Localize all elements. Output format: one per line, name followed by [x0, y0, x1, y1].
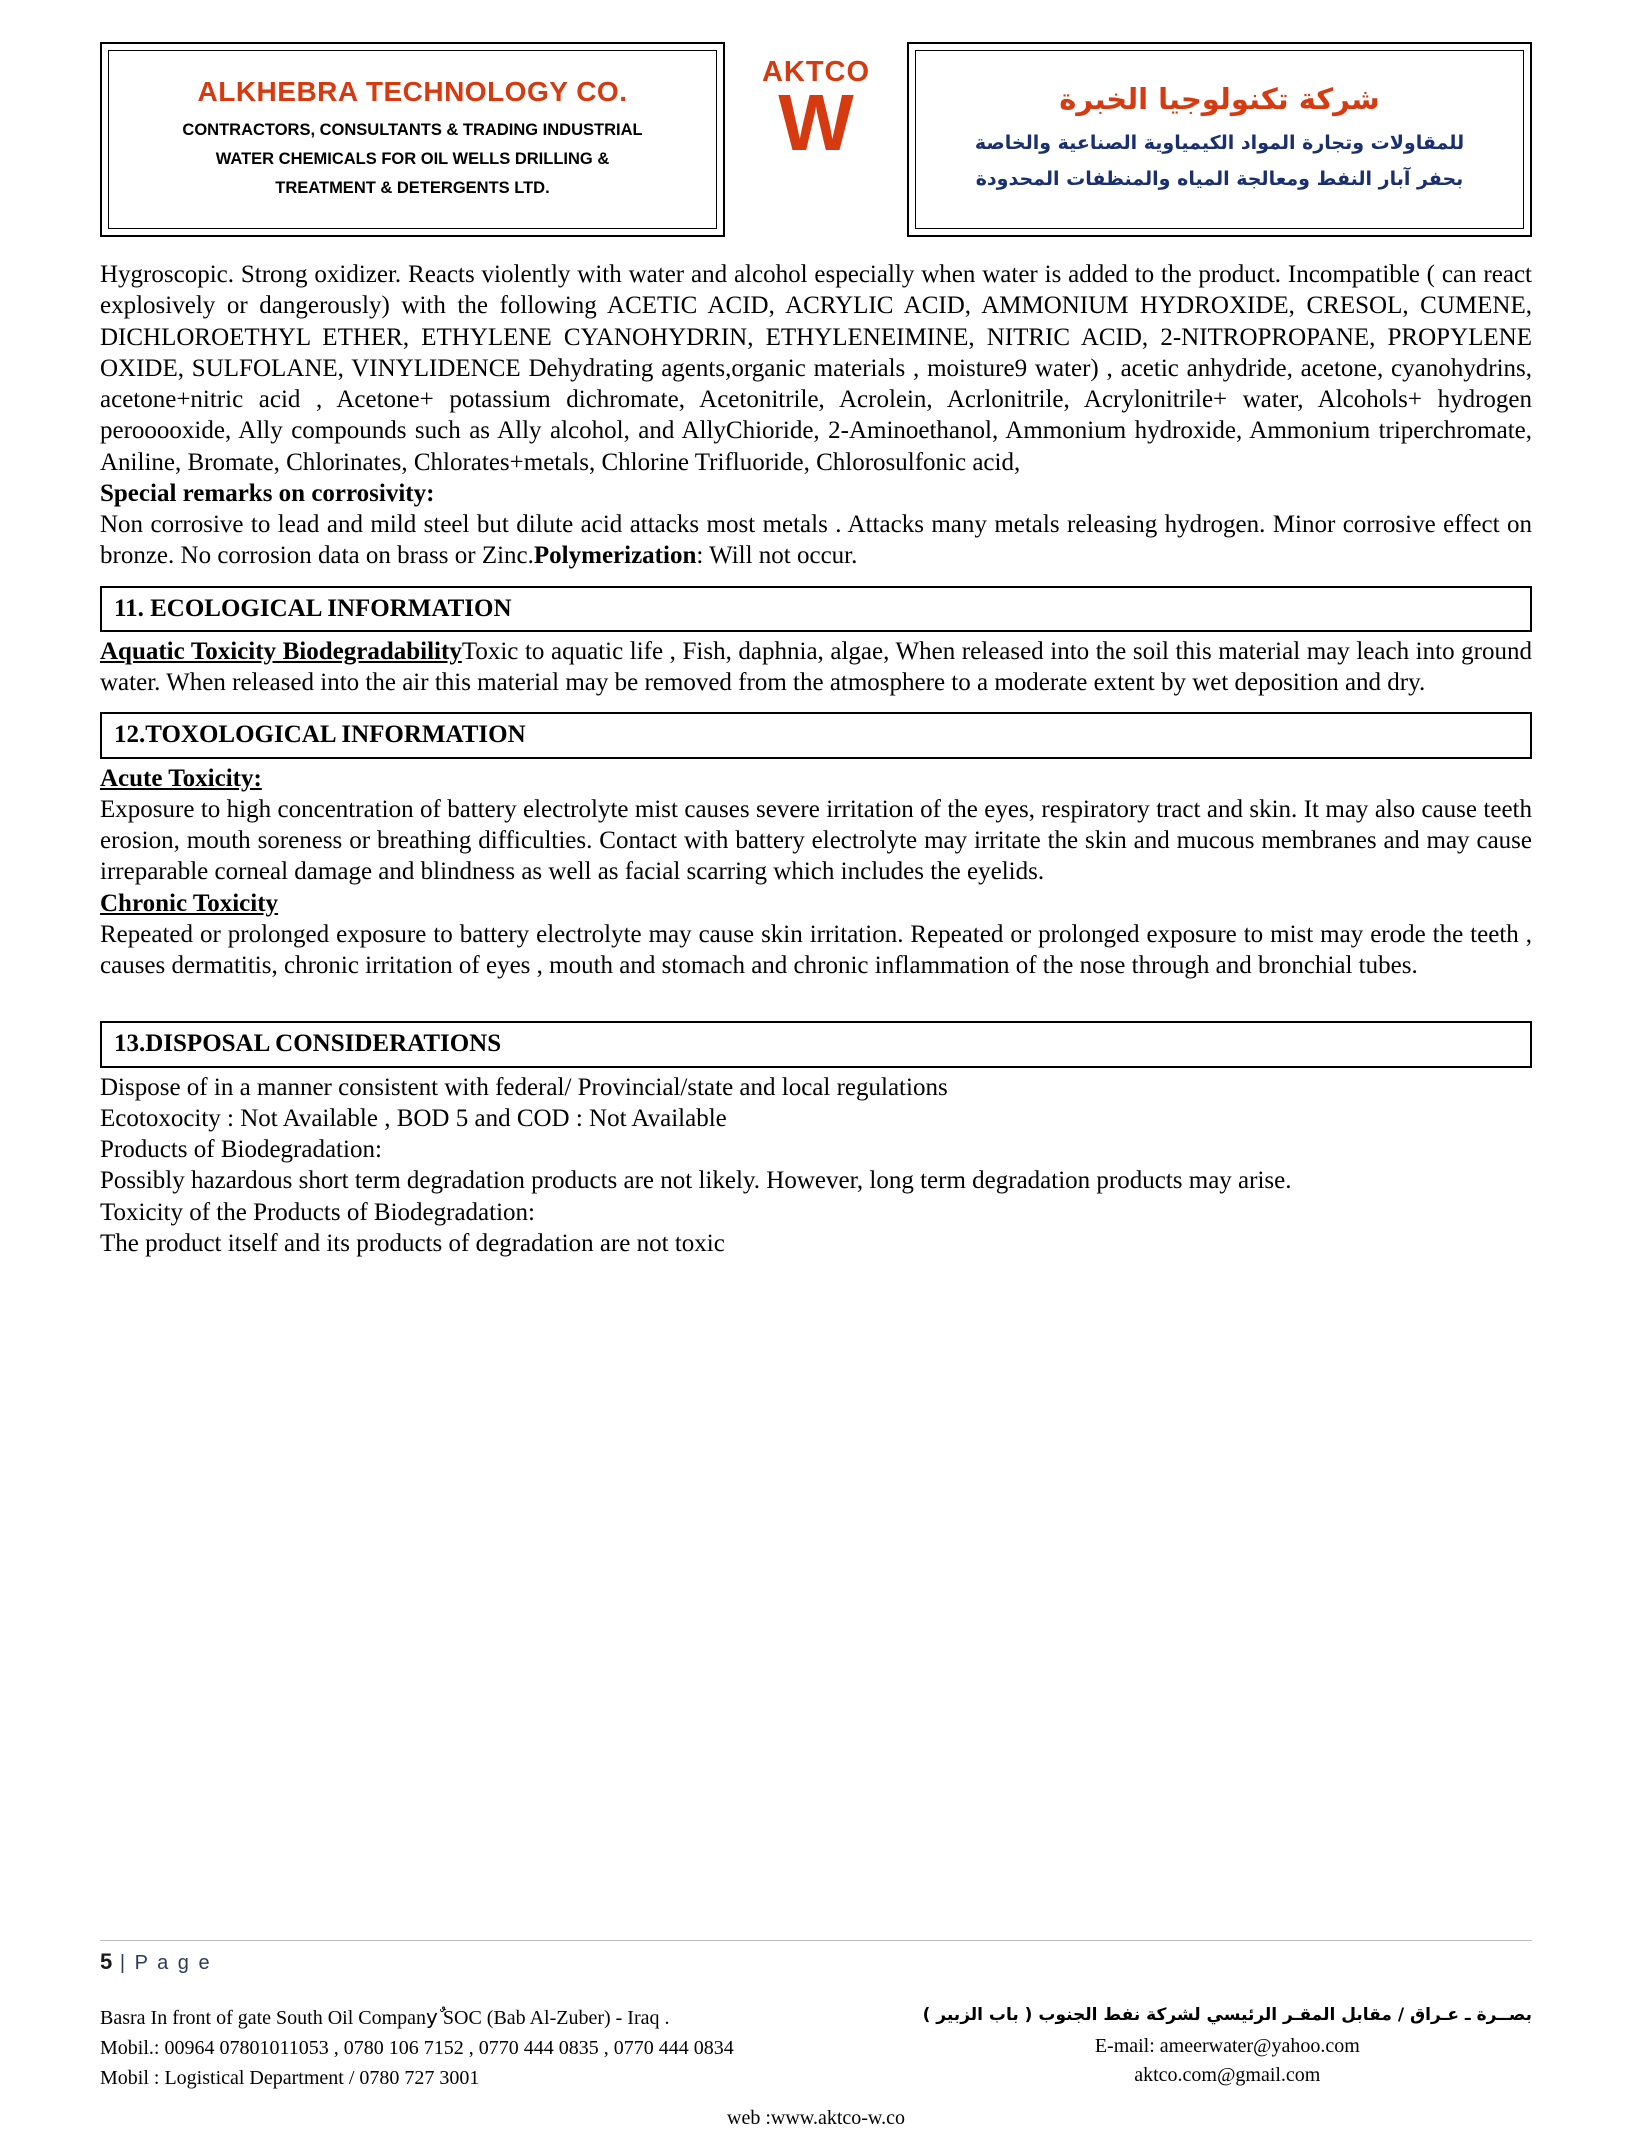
footer-divider — [100, 1940, 1532, 1941]
corrosivity-paragraph — [100, 509, 1532, 572]
company-name: ALKHEBRA TECHNOLOGY CO. — [197, 76, 628, 108]
polymerization-text: : Will not occur. — [696, 542, 858, 570]
disposal-line-2: Ecotoxocity : Not Available , BOD 5 and COD : Not Available — [100, 1104, 727, 1132]
section-11-header: 11. ECOLOGICAL INFORMATION — [100, 586, 1532, 632]
footer-email-block — [923, 2003, 1532, 2090]
aquatic-text: Toxic to aquatic life , Fish, daphnia, algae, When released into the soil this material may leach into ground water. When released into the air this material may be removed from the atmosphere to a moderate extent by wet deposition and dry. — [100, 637, 1532, 696]
document-content — [100, 259, 1532, 1259]
chronic-toxicity-text: Repeated or prolonged exposure to battery electrolyte may cause skin irritation. Repeated or prolonged exposure to mist may erode the teeth , causes dermatitis, chronic irritation of eyes , mouth and stomach and chronic inflammation of the nose through and bronchial tubes. — [100, 920, 1532, 979]
section-12-header: 12.TOXOLOGICAL INFORMATION — [100, 712, 1532, 758]
header-english-box — [100, 42, 725, 237]
aquatic-heading: Aquatic Toxicity Biodegradability — [100, 637, 462, 665]
acute-toxicity-text: Exposure to high concentration of battery electrolyte mist causes severe irritation of the eyes, respiratory tract and skin. It may also cause teeth erosion, mouth soreness or breathing difficulties. Contact with battery electrolyte may irritate the skin and mucous membranes and may cause irreparable corneal damage and blindness as well as facial scarring which includes the eyelids. — [100, 795, 1532, 886]
aquatic-paragraph — [100, 636, 1532, 699]
disposal-line-3: Products of Biodegradation: — [100, 1136, 382, 1163]
footer-website[interactable]: web :www.aktco-w.co — [727, 2107, 905, 2129]
disposal-line-6: The product itself and its products of degradation are not toxic — [100, 1229, 725, 1257]
logo-wordmark: AKTCO — [761, 56, 871, 88]
footer-contact-block — [100, 2003, 734, 2093]
letterhead-header — [100, 42, 1532, 237]
logo-w-icon: W — [778, 78, 854, 167]
company-subtitle-line-2: WATER CHEMICALS FOR OIL WELLS DRILLING & — [215, 150, 610, 169]
corrosivity-heading: Special remarks on corrosivity: — [100, 479, 435, 507]
company-subtitle-line-3: TREATMENT & DETERGENTS LTD. — [275, 178, 550, 197]
footer-address: Basra In front of gate South Oil Companyٌ SOC (Bab Al-Zuber) - Iraq . — [100, 2007, 670, 2029]
company-subtitle-arabic-line-1: للمقاولات وتجارة المواد الكيمياوية الصناعية والخاصة — [974, 132, 1465, 155]
footer-mobile-1: Mobil.: 00964 07801011053 , 0780 106 7152 , 0770 444 0835 , 0770 444 0834 — [100, 2037, 734, 2059]
page-number — [100, 1949, 1532, 1975]
section-13-header: 13.DISPOSAL CONSIDERATIONS — [100, 1021, 1532, 1067]
footer-address-arabic: بصــرة ـ عـراق / مقابل المقـر الرئيسي لشركة نفط الجنوب ( باب الزبير ) — [922, 2005, 1532, 2025]
header-arabic-box — [907, 42, 1532, 237]
disposal-line-5: Toxicity of the Products of Biodegradation: — [100, 1198, 535, 1226]
page-number-value: 5 — [100, 1949, 113, 1974]
intro-paragraph: Hygroscopic. Strong oxidizer. Reacts violently with water and alcohol especially when water is added to the product. Incompatible ( can react explosively or dangerously) with the following ACETIC ACID, ACRYLIC ACID, AMMONIUM HYDROXIDE, CRESOL, CUMENE, DICHLOROETHYL ETHER, ETHYLENE CYANOHYDRIN, ETHYLENEIMINE, NITRIC ACID, 2-NITROPROPANE, PROPYLENE OXIDE, SULFOLANE, VINYLIDENCE Dehydrating agents,organic materials , moisture9 water) , acetic anhydride, acetone, cyanohydrins, acetone+nitric acid , Acetone+ potassium dichromate, Acetonitrile, Acrolein, Acrlonitrile, Acrylonitrile+ water, Alcohols+ hydrogen perooooxide, Ally compounds such as Ally alcohol, and AllyChioride, 2-Aminoethanol, Ammonium hydroxide, Ammonium triperchromate, Aniline, Bromate, Chlorinates, Chlorates+metals, Chlorine Trifluoride, Chlorosulfonic acid, — [100, 261, 1532, 476]
page-footer — [100, 1940, 1532, 2130]
acute-toxicity-heading: Acute Toxicity: — [100, 764, 262, 792]
disposal-line-1: Dispose of in a manner consistent with federal/ Provincial/state and local regulations — [100, 1073, 948, 1101]
polymerization-label: Polymerization — [533, 542, 697, 570]
corrosivity-text: Non corrosive to lead and mild steel but dilute acid attacks most metals . Attacks many metals releasing hydrogen. Minor corrosive effect on bronze. No corrosion data on brass or Zinc. — [100, 511, 1532, 570]
footer-email-2[interactable]: aktco.com@gmail.com — [1134, 2063, 1321, 2086]
company-subtitle-line-1: CONTRACTORS, CONSULTANTS & TRADING INDUSTRIAL — [182, 121, 643, 140]
footer-email-1[interactable]: E-mail: ameerwater@yahoo.com — [1094, 2034, 1360, 2057]
chronic-toxicity-heading: Chronic Toxicity — [100, 889, 279, 917]
aktco-logo — [736, 56, 896, 167]
footer-mobile-2: Mobil : Logistical Department / 0780 727 3001 — [100, 2067, 480, 2089]
company-name-arabic: شركة تكنولوجيا الخبرة — [1059, 82, 1380, 117]
disposal-line-4: Possibly hazardous short term degradation products are not likely. However, long term degradation products may arise. — [100, 1167, 1292, 1195]
document-page — [0, 42, 1632, 2154]
company-subtitle-arabic-line-2: بحفر آبار النفط ومعالجة المياه والمنظفات المحدودة — [975, 167, 1464, 190]
page-number-label: | P a g e — [119, 1952, 212, 1974]
